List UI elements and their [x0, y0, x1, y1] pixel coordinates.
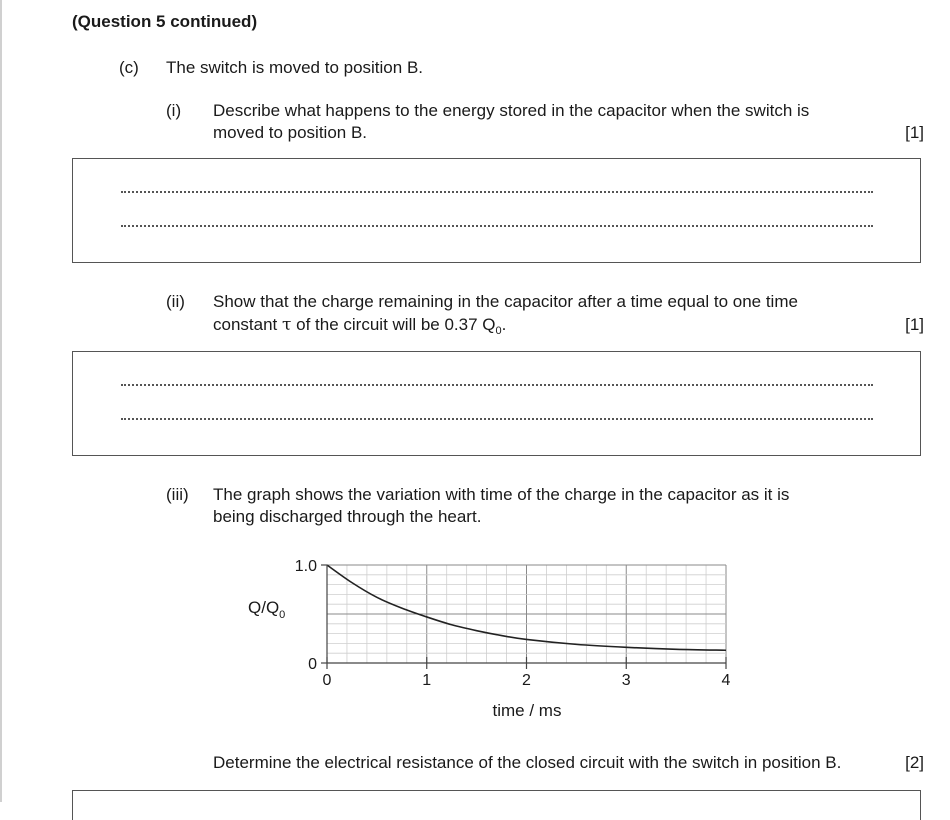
part-iii-marks: [2] [905, 753, 924, 772]
answer-line [121, 191, 873, 193]
part-iii-line1: The graph shows the variation with time of the charge in the capacitor as it is [213, 485, 790, 504]
answer-line [121, 384, 873, 386]
part-c-label: (c) [119, 58, 139, 77]
x-tick-label: 0 [322, 672, 332, 689]
part-ii-line2-end: . [501, 315, 507, 334]
x-tick-label: 4 [721, 672, 731, 689]
x-tick-labels [323, 672, 731, 689]
discharge-graph [240, 548, 760, 728]
answer-line [121, 225, 873, 227]
part-ii-line1: Show that the charge remaining in the capacitor after a time equal to one time [213, 292, 798, 311]
x-tick-label: 1 [422, 672, 432, 689]
part-iii-question: Determine the electrical resistance of the closed circuit with the switch in position B. [213, 753, 842, 772]
y-tick-label: 0 [308, 656, 317, 673]
part-c-text: The switch is moved to position B. [166, 58, 424, 77]
part-i-marks: [1] [905, 123, 924, 142]
part-iii-line2: being discharged through the heart. [213, 507, 482, 526]
x-axis-label: time / ms [492, 701, 562, 720]
part-ii-line2 [213, 313, 506, 339]
part-i-line1: Describe what happens to the energy stored in the capacitor when the switch is [213, 101, 810, 120]
q-zero-subscript: 0 [495, 325, 502, 337]
answer-box-i[interactable] [72, 158, 921, 263]
answer-line [121, 418, 873, 420]
answer-box-ii[interactable] [72, 351, 921, 456]
tau-symbol: τ [282, 315, 292, 335]
part-ii-line2-b: of the circuit will be 0.37 Q [296, 315, 496, 334]
part-i-label: (i) [166, 101, 182, 120]
page-margin-rule [0, 0, 2, 802]
answer-box-iii[interactable] [72, 790, 921, 820]
part-i-line2: moved to position B. [213, 123, 368, 142]
part-ii-marks: [1] [905, 315, 924, 334]
part-ii-line2-a: constant [213, 315, 278, 334]
continuation-heading: (Question 5 continued) [72, 12, 258, 31]
part-ii-label: (ii) [166, 292, 185, 311]
y-axis-label: $Q/Q_0$ [248, 598, 286, 621]
x-tick-label: 3 [621, 672, 631, 689]
part-iii-label: (iii) [166, 485, 189, 504]
x-tick-label: 2 [522, 672, 531, 689]
y-tick-labels [295, 558, 317, 673]
y-tick-label: 1.0 [294, 558, 317, 575]
